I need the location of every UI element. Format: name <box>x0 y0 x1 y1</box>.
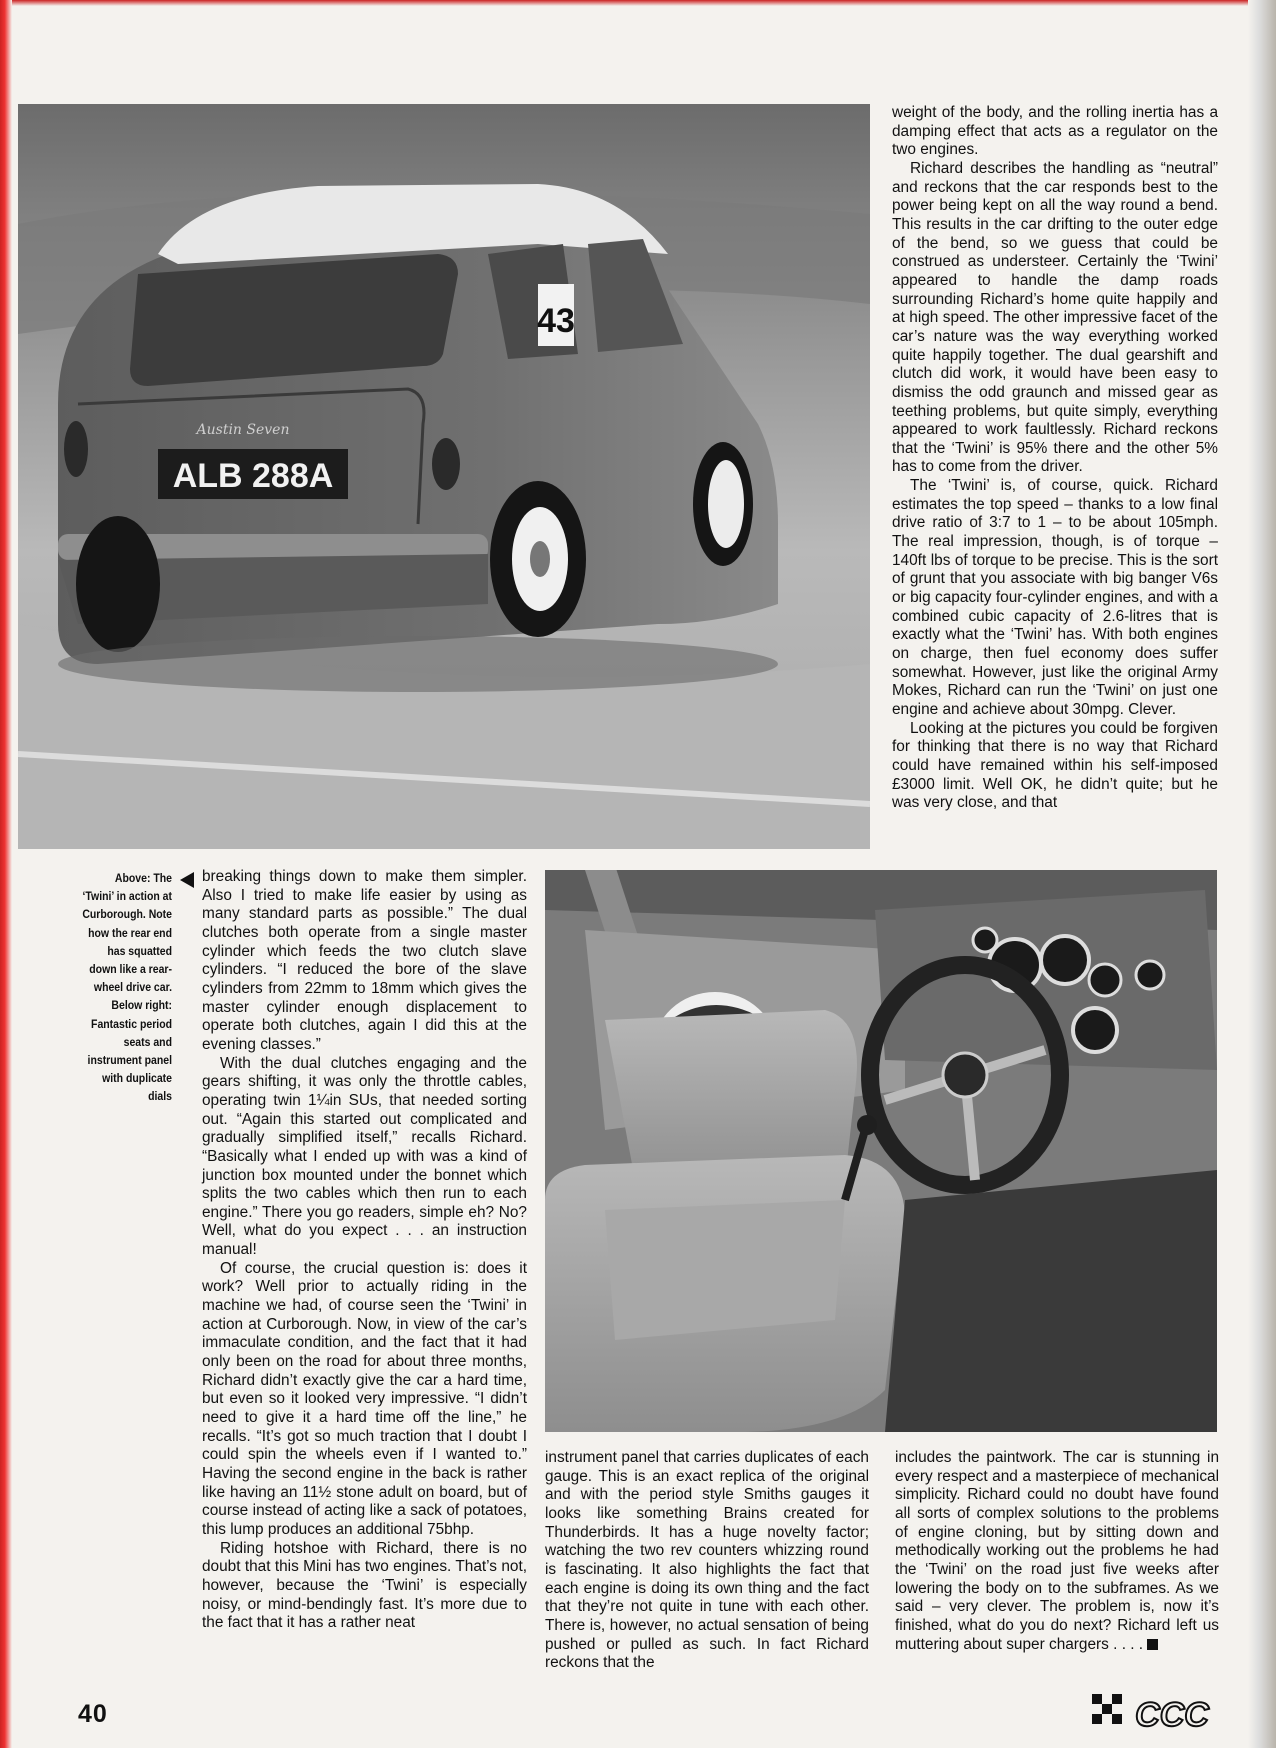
paragraph: Riding hotshoe with Richard, there is no doubt that this Mini has two engines. That’s not, however, because the ‘Twini’ is especially noisy, or mind-bendingly fast. It’s more due to the fact that it has a rather neat <box>202 1539 527 1632</box>
magazine-logo <box>1092 1690 1218 1734</box>
photo-mini-rear <box>18 104 870 849</box>
page-edge-right <box>1248 0 1276 1748</box>
photo-caption: Above: The ‘Twini’ in action at Curborough. Note how the rear end has squatted down like a rear-wheel drive car. Below right: Fantastic period seats and instrument panel with duplicate dials <box>82 871 172 1104</box>
paragraph <box>895 1449 1219 1654</box>
paragraph: The ‘Twini’ is, of course, quick. Richard estimates the top speed – thanks to a low final drive ratio of 3:7 to 1 – to be about 105mph. The real impression, though, is of torque – 140ft lbs of torque to be precise. This is the sort of grunt that you associate with big banger V6s or big capacity four-cylinder engines, and with a combined cubic capacity of 2.6-litres that is exactly what the ‘Twini’ has. With both engines on charge, then fuel economy does suffer somewhat. However, just like the original Army Mokes, Richard can run the ‘Twini’ on just one engine and achieve about 30mpg. Clever. <box>892 477 1218 718</box>
paragraph: breaking things down to make them simpler. Also I tried to make life easier by using as many standard parts as possible.” The dual clutches both operate from a single master cylinder which feeds the two clutch slave cylinders. “I reduced the bore of the slave cylinders from 22mm to 18mm which gives the master cylinder enough displacement to operate both clutches, again I did this at the evening classes.” <box>202 868 527 1053</box>
paragraph: weight of the body, and the rolling inertia has a damping effect that acts as a regulator on the two engines. <box>892 104 1218 159</box>
paragraph: Richard describes the handling as “neutral” and reckons that the car responds best to the power being kept on all the way round a bend. This results in the car drifting to the outer edge of the bend, so we guess that could be construed as understeer. Certainly the ‘Twini’ appeared to handle the damp roads surrounding Richard’s home quite happily and at high speed. The other impressive facet of the car’s nature was the way everything worked quite happily together. The dual gearshift and clutch did work, it would have been easy to dismiss the odd graunch and missed gear as teething problems, but quite simply, everything appeared to work faultlessly. Richard reckons that the ‘Twini’ is 95% there and the other 5% has to come from the driver. <box>892 159 1218 476</box>
article-column-left <box>202 868 527 1633</box>
photo-mini-rear-image <box>18 104 870 849</box>
page-edge-left <box>0 0 12 1748</box>
paragraph: Of course, the crucial question is: does it work? Well prior to actually riding in the machine we had, of course seen the ‘Twini’ in action at Curborough. Now, in view of the car’s immaculate condition, and the fact that it had only been on the road for about three months, Richard didn’t exactly give the car a hard time, but even so it looked very impressive. “I didn’t need to give it a hard time off the line,” he recalls. “It’s got so much traction that I doubt I could spin the wheels even if I wanted to.” Having the second engine in the back is rather like having an 11½ stone adult on board, but of course instead of acting like a sack of potatoes, this lump produces an additional 75bhp. <box>202 1259 527 1538</box>
race-number: 43 <box>537 302 575 340</box>
page-edge-top <box>0 0 1276 6</box>
caption-arrow-icon <box>180 872 194 888</box>
paragraph: With the dual clutches engaging and the gears shifting, it was only the throttle cables, operating twin 1¼in SUs, that needed sorting out. “Again this started out complicated and gradually simplified itself,” recalls Richard. “Basically what I ended up with was a kind of junction box mounted under the bonnet which splits the two cables which then run to each engine.” There you go readers, simple eh? No? Well, what do you expect . . . an instruction manual! <box>202 1054 527 1259</box>
article-column-right-top <box>892 104 1218 813</box>
photo-interior-image <box>545 870 1217 1432</box>
paragraph-text: includes the paintwork. The car is stunning in every respect and a masterpiece of mechanical simplicity. Richard could no doubt have found all sorts of complex solutions to the problems of engine cloning, but by sitting down and methodically working out the problems he had the ‘Twini’ on the road just five weeks after lowering the body on to the subframes. As we said – very clever. The problem is, now it’s finished, what do you do next? Richard left us muttering about super chargers . . . . <box>895 1449 1219 1653</box>
paragraph: instrument panel that carries duplicates of each gauge. This is an exact replica of the original and with the period style Smiths gauges it looks like something Brains created for Thunderbirds. It has a huge novelty factor; watching the two rev counters whizzing round is fascinating. It also highlights the fact that each engine is doing its own thing and the fact that they’re not quite in tune with each other. There is, however, no actual sensation of being pushed or pulled as such. In fact Richard reckons that the <box>545 1449 869 1672</box>
paragraph: Looking at the pictures you could be forgiven for thinking that there is no way that Richard could have remained within his self-imposed £3000 limit. Well OK, he didn’t quite; but he was very close, and that <box>892 719 1218 812</box>
page-number: 40 <box>78 1700 108 1728</box>
badge-script: Austin Seven <box>196 422 290 438</box>
article-column-right-bottom <box>895 1449 1219 1654</box>
photo-interior <box>545 870 1217 1432</box>
end-mark-icon <box>1147 1639 1158 1650</box>
article-column-middle-bottom <box>545 1449 869 1673</box>
logo-text: CCC <box>1135 1696 1209 1734</box>
number-plate: ALB 288A <box>172 457 334 495</box>
